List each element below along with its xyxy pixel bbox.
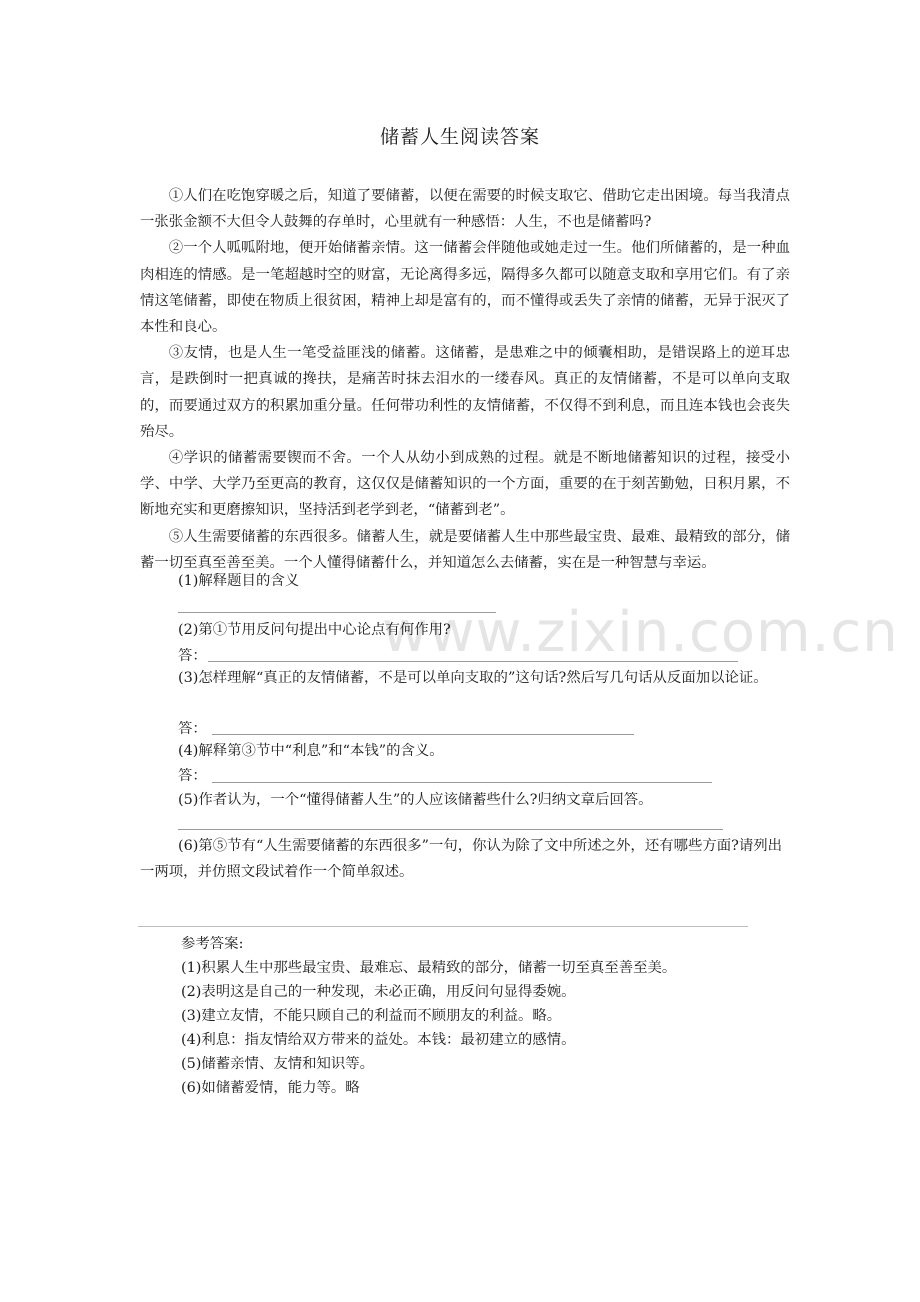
answer-item-6: (6)如储蓄爱情，能力等。略: [181, 1080, 360, 1096]
answer-item-3: (3)建立友情，不能只顾自己的利益而不顾朋友的利益。略。: [181, 1008, 562, 1024]
question-6: (6)第⑤节有“人生需要储蓄的东西很多”一句，你认为除了文中所述之外，还有哪些方面?请列出一两项，并仿照文段试着作一个简单叙述。: [140, 838, 783, 880]
paragraph-1: ①人们在吃饱穿暖之后，知道了要储蓄，以便在需要的时候支取它、借助它走出困境。每当我清点一张张金额不大但令人鼓舞的存单时，心里就有一种感悟：人生，不也是储蓄吗?: [140, 188, 790, 231]
answer-item-2: (2)表明这是自己的一种发现，未必正确，用反问句显得委婉。: [181, 984, 576, 1000]
question-2: (2)第①节用反问句提出中心论点有何作用?: [178, 622, 451, 638]
answer-item-5: (5)储蓄亲情、友情和知识等。: [181, 1056, 375, 1072]
answer-prefix-3: 答：: [178, 721, 207, 737]
answer-item-1: (1)积累人生中那些最宝贵、最难忘、最精致的部分，储蓄一切至真至善至美。: [181, 960, 677, 976]
answer-line-5: [178, 829, 723, 830]
answer-prefix-4: 答：: [178, 768, 207, 784]
answer-line-3: [212, 734, 634, 735]
section-divider: [138, 926, 748, 927]
paragraph-3: ③友情，也是人生一笔受益匪浅的储蓄。这储蓄，是患难之中的倾囊相助，是错误路上的逆耳忠言，是跌倒时一把真诚的搀扶，是痛苦时抹去泪水的一缕春风。真正的友情储蓄，不是可以单向支取的，而要通过双方的积累加重分量。任何带功利性的友情储蓄，不仅得不到利息，而且连本钱也会丧失殆尽。: [140, 345, 790, 440]
question-5: (5)作者认为，一个“懂得储蓄人生”的人应该储蓄些什么?归纳文章后回答。: [178, 792, 653, 808]
watermark: www.zixin.com.cn: [382, 600, 899, 665]
question-4: (4)解释第③节中“利息”和“本钱”的含义。: [178, 743, 444, 759]
answer-item-4: (4)利息：指友情给双方带来的益处。本钱：最初建立的感情。: [181, 1032, 576, 1048]
answer-line-2: [208, 661, 738, 662]
paragraph-4: ④学识的储蓄需要锲而不舍。一个人从幼小到成熟的过程。就是不断地储蓄知识的过程，接受小学、中学、大学乃至更高的教育，这仅仅是储蓄知识的一个方面，重要的在于刻苦勤勉，日积月累，不断地充实和更磨擦知识，坚持活到老学到老，“储蓄到老”。: [140, 450, 790, 519]
paragraph-5: ⑤人生需要储蓄的东西很多。储蓄人生，就是要储蓄人生中那些最宝贵、最难、最精致的部分，储蓄一切至真至善至美。一个人懂得储蓄什么，并知道怎么去储蓄，实在是一种智慧与幸运。: [140, 528, 790, 571]
answer-prefix-2: 答：: [178, 648, 207, 664]
answer-line-1: [178, 612, 496, 613]
question-1: (1)解释题目的含义: [178, 573, 300, 589]
paragraph-2: ②一个人呱呱附地，便开始储蓄亲情。这一储蓄会伴随他或她走过一生。他们所储蓄的，是一种血肉相连的情感。是一笔超越时空的财富，无论离得多远，隔得多久都可以随意支取和享用它们。有了亲情这笔储蓄，即使在物质上很贫困，精神上却是富有的，而不懂得或丢失了亲情的储蓄，无异于泯灭了本性和良心。: [140, 240, 790, 336]
article-body: [140, 183, 790, 576]
answers-heading: 参考答案:: [181, 936, 244, 952]
question-3: (3)怎样理解“真正的友情储蓄，不是可以单向支取的”这句话?然后写几句话从反面加以论证。: [178, 670, 768, 686]
document-title: 储蓄人生阅读答案: [379, 126, 540, 148]
answer-line-4: [212, 782, 712, 783]
